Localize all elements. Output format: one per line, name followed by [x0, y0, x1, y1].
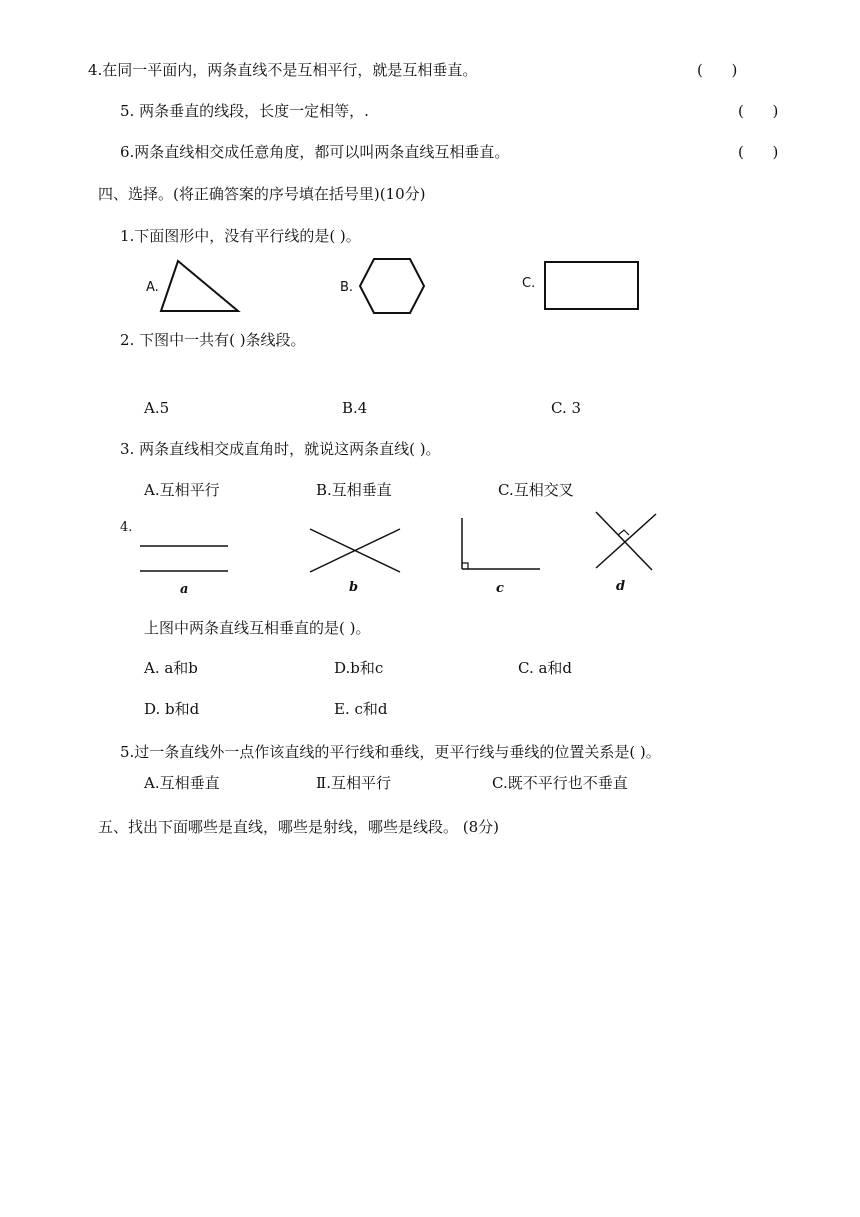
q4-text: 上图中两条直线互相垂直的是( )。 [144, 619, 371, 637]
q3-option-b: B.互相垂直 [316, 481, 392, 499]
hexagon-figure [356, 256, 428, 316]
q4-option-3: C. a和d [518, 659, 573, 677]
rectangle-figure [542, 259, 642, 313]
q2-text: 2. 下图中一共有( )条线段。 [120, 331, 306, 349]
q1-label-b: B. [340, 280, 354, 295]
q4-option-5: E. c和d [334, 700, 388, 718]
figure-c-right-angle [456, 516, 546, 574]
q2-option-a: A.5 [144, 399, 170, 417]
judge-answer-4[interactable]: ( ) [697, 61, 738, 79]
figure-c-label: c [496, 581, 504, 596]
q1-label-c: C. [522, 276, 536, 291]
q4-option-2: D.b和c [334, 659, 384, 677]
q4-number: 4. [120, 520, 133, 535]
figure-d-perpendicular-lines [592, 508, 660, 574]
q5-option-c: C.既不平行也不垂直 [492, 774, 628, 792]
q3-text: 3. 两条直线相交成直角时，就说这两条直线( )。 [120, 440, 441, 458]
triangle-figure [158, 258, 242, 314]
q4-option-1: A. a和b [144, 659, 198, 677]
q2-option-c: C. 3 [551, 399, 582, 417]
figure-a-label: a [180, 582, 189, 597]
figure-d-label: d [616, 579, 626, 594]
q5-option-a: A.互相垂直 [144, 774, 220, 792]
judge-item-6: 6.两条直线相交成任意角度，都可以叫两条直线互相垂直。 [120, 143, 510, 161]
q3-option-c: C.互相交叉 [498, 481, 574, 499]
q5-text: 5.过一条直线外一点作该直线的平行线和垂线，更平行线与垂线的位置关系是( )。 [120, 743, 661, 761]
q1-label-a: A. [146, 280, 159, 295]
section-5-title: 五、找出下面哪些是直线，哪些是射线，哪些是线段。 (8分) [98, 818, 500, 836]
section-4-title: 四、选择。(将正确答案的序号填在括号里)(10分) [98, 185, 426, 203]
q1-text: 1.下面图形中，没有平行线的是( )。 [120, 227, 361, 245]
judge-answer-5[interactable]: ( ) [738, 102, 779, 120]
q2-option-b: B.4 [342, 399, 368, 417]
judge-answer-6[interactable]: ( ) [738, 143, 779, 161]
q4-option-4: D. b和d [144, 700, 200, 718]
figure-b-label: b [349, 580, 359, 595]
judge-item-5: 5. 两条垂直的线段，长度一定相等，. [120, 102, 369, 120]
q5-option-b: Ⅱ.互相平行 [316, 774, 391, 792]
figure-a-parallel-lines [138, 540, 230, 576]
q3-option-a: A.互相平行 [144, 481, 220, 499]
judge-item-4: 4.在同一平面内，两条直线不是互相平行，就是互相垂直。 [88, 61, 478, 79]
figure-b-intersecting-lines [308, 526, 404, 576]
